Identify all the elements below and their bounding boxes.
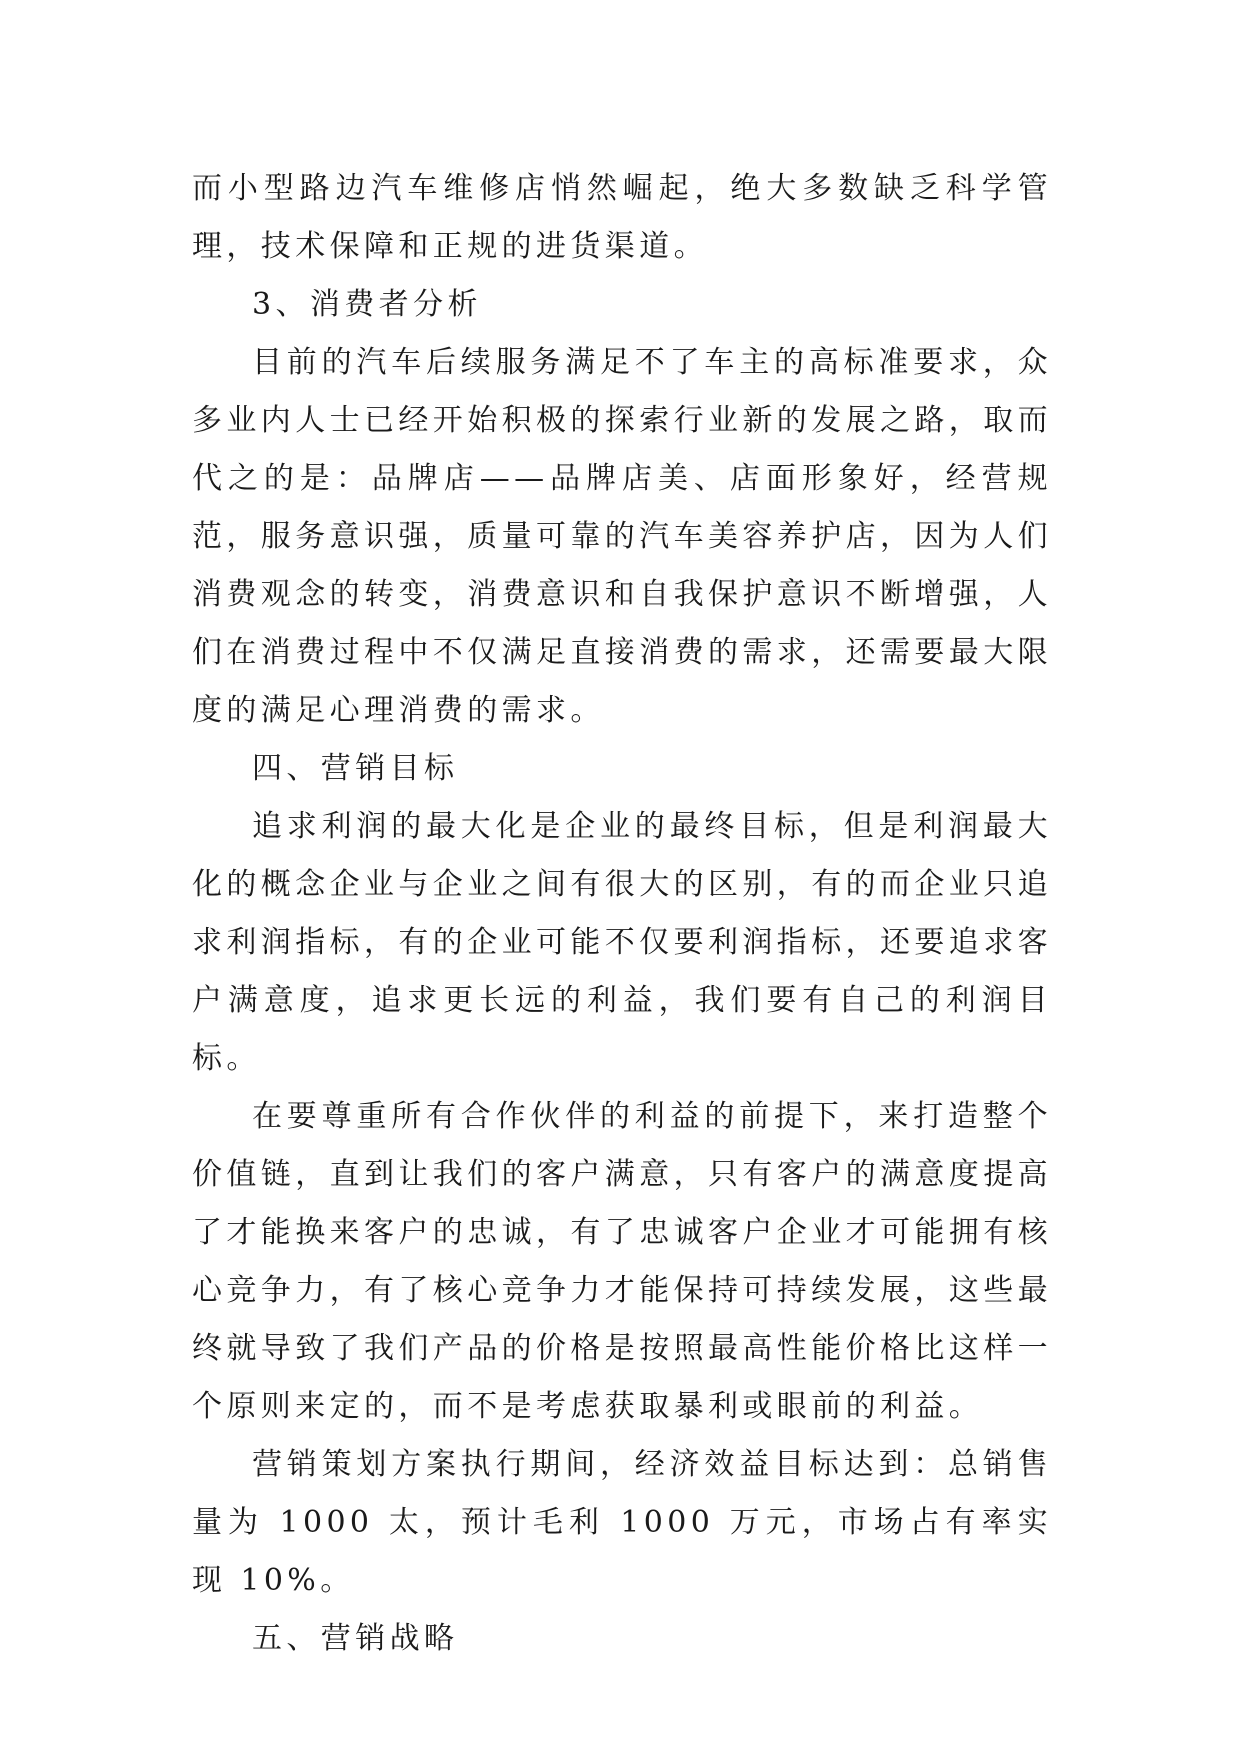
document-body	[192, 160, 1052, 1668]
paragraph-continuation: 而小型路边汽车维修店悄然崛起，绝大多数缺乏科学管理，技术保障和正规的进货渠道。	[192, 171, 1052, 264]
section-heading-marketing-goals: 四、营销目标	[252, 751, 459, 786]
paragraph-sales-target: 营销策划方案执行期间，经济效益目标达到：总销售量为 1000 太，预计毛利 1000 万元，市场占有率实现 10%。	[192, 1447, 1052, 1598]
section-heading-consumer-analysis: 3、消费者分析	[252, 287, 482, 322]
paragraph-profit-goal: 追求利润的最大化是企业的最终目标，但是利润最大化的概念企业与企业之间有很大的区别，有的而企业只追求利润指标，有的企业可能不仅要利润指标，还要追求客户满意度，追求更长远的利益，我们要有自己的利润目标。	[192, 809, 1052, 1076]
paragraph-consumer-analysis: 目前的汽车后续服务满足不了车主的高标准要求，众多业内人士已经开始积极的探索行业新的发展之路，取而代之的是：品牌店——品牌店美、店面形象好，经营规范，服务意识强，质量可靠的汽车美容养护店，因为人们消费观念的转变，消费意识和自我保护意识不断增强，人们在消费过程中不仅满足直接消费的需求，还需要最大限度的满足心理消费的需求。	[192, 345, 1052, 728]
section-heading-marketing-strategy: 五、营销战略	[252, 1621, 459, 1656]
paragraph-value-chain: 在要尊重所有合作伙伴的利益的前提下，来打造整个价值链，直到让我们的客户满意，只有客户的满意度提高了才能换来客户的忠诚，有了忠诚客户企业才可能拥有核心竞争力，有了核心竞争力才能保持可持续发展，这些最终就导致了我们产品的价格是按照最高性能价格比这样一个原则来定的，而不是考虑获取暴利或眼前的利益。	[192, 1099, 1052, 1424]
